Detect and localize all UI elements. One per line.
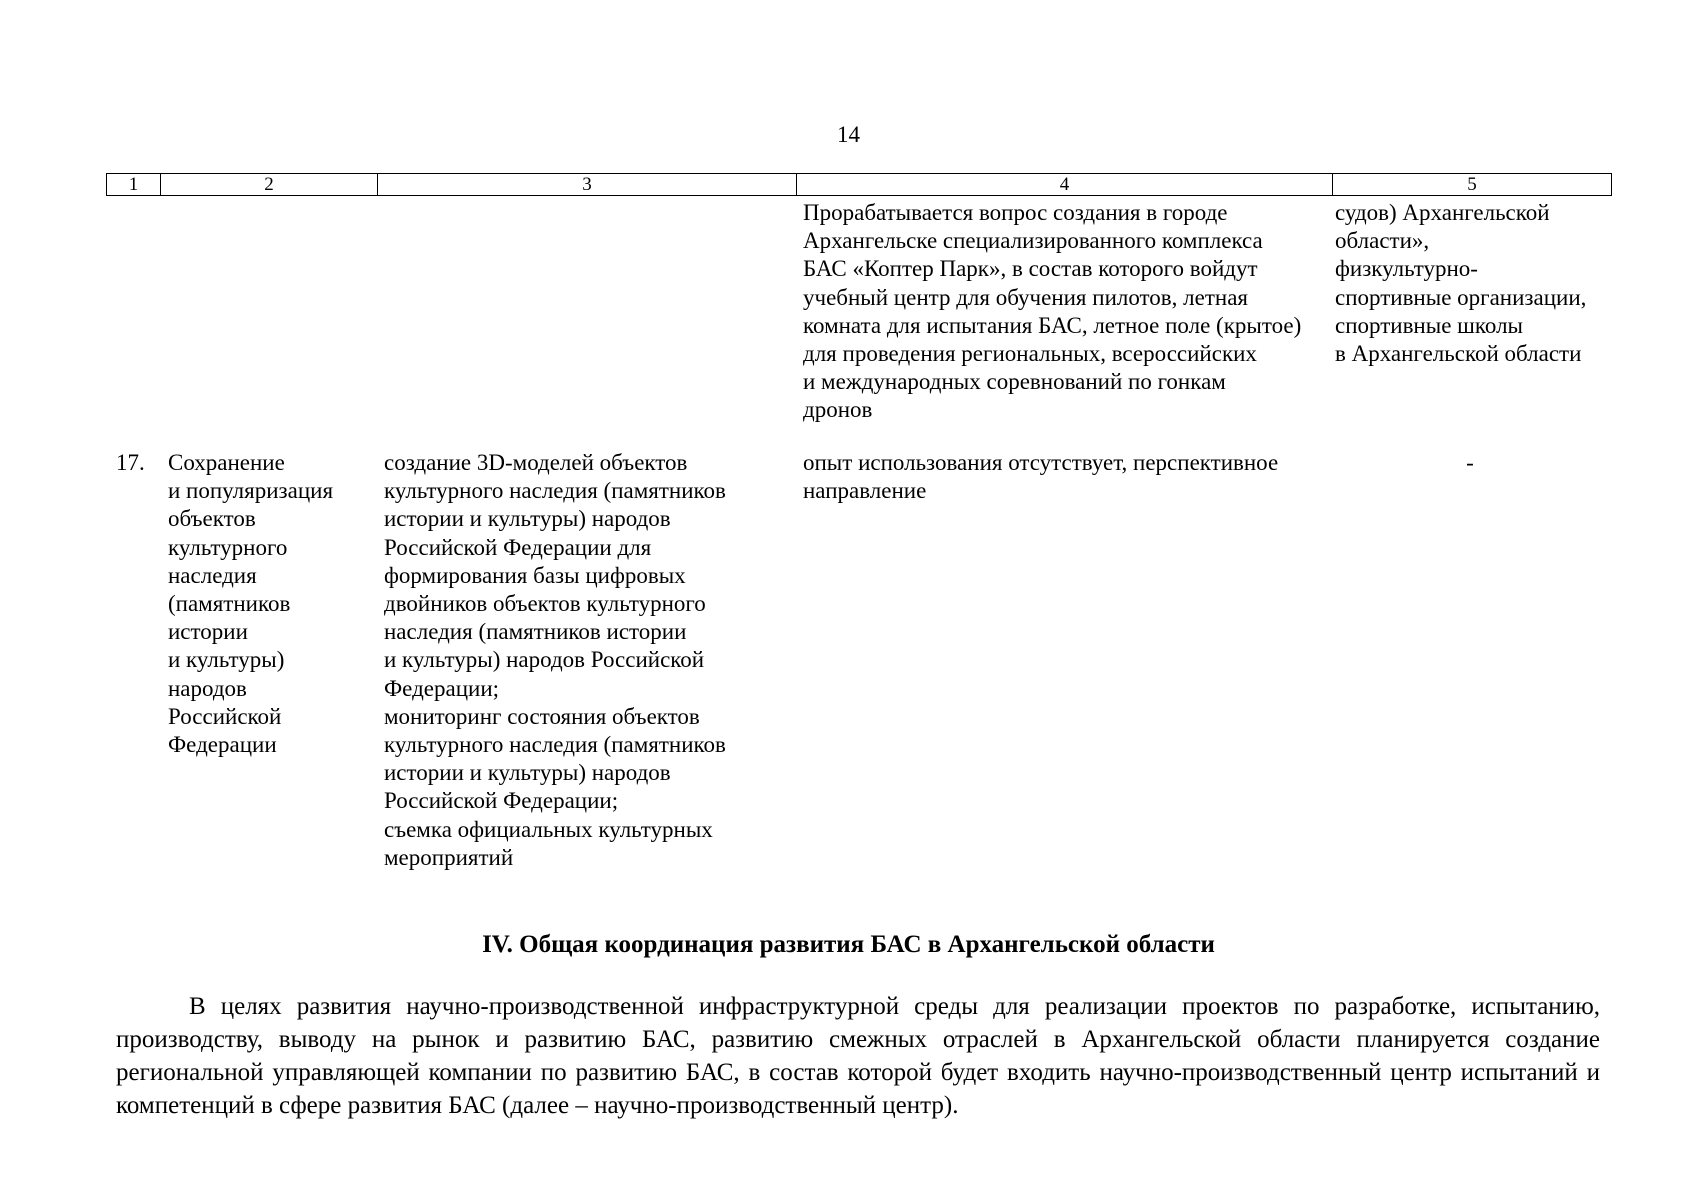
page-number: 14 [837, 122, 860, 147]
row-17-number: 17. [116, 450, 145, 475]
row-17-application: создание 3D-моделей объектов культурного наследия (памятников истории и культуры) народов Российской Федерации для формирования базы цифровых двойников объектов культурного наследия (памятников истории и культуры) народов Российской Федерации; мониторинг состояния объектов культурного наследия (памятников истории и культуры) народов Российской Федерации; съемка официальных культурных мероприятий [384, 450, 726, 870]
header-col-3: 3 [378, 174, 797, 196]
row-17-direction: Сохранение и популяризация объектов культурного наследия (памятников истории и культуры) народов Российской Федерации [168, 450, 334, 758]
section-title: IV. Общая координация развития БАС в Архангельской области [482, 931, 1215, 958]
header-col-1: 1 [107, 174, 161, 196]
table-header [106, 173, 1612, 196]
header-col-4: 4 [797, 174, 1333, 196]
header-col-5: 5 [1333, 174, 1612, 196]
continuation-cell-col5: судов) Архангельской области», физкультурно- спортивные организации, спортивные школы в Архангельской области [1335, 200, 1587, 367]
continuation-cell-col4: Прорабатывается вопрос создания в городе Архангельске специализированного комплекса БАС «Коптер Парк», в состав которого войдут учебный центр для обучения пилотов, летная комната для испытания БАС, летное поле (крытое) для проведения региональных, всероссийских и международных соревнований по гонкам дронов [803, 200, 1302, 423]
section-paragraph: В целях развития научно-производственной инфраструктурной среды для реализации проектов по разработке, испытанию, производству, выводу на рынок и развитию БАС, развитию смежных отраслей в Архангельской области планируется создание региональной управляющей компании по развитию БАС, в состав которой будет входить научно-производственный центр испытаний и компетенций в сфере развития БАС (далее – научно-производственный центр). [116, 993, 1600, 1119]
row-17-participants: - [1466, 450, 1474, 475]
header-col-2: 2 [161, 174, 378, 196]
row-17-experience: опыт использования отсутствует, перспективное направление [803, 450, 1279, 504]
